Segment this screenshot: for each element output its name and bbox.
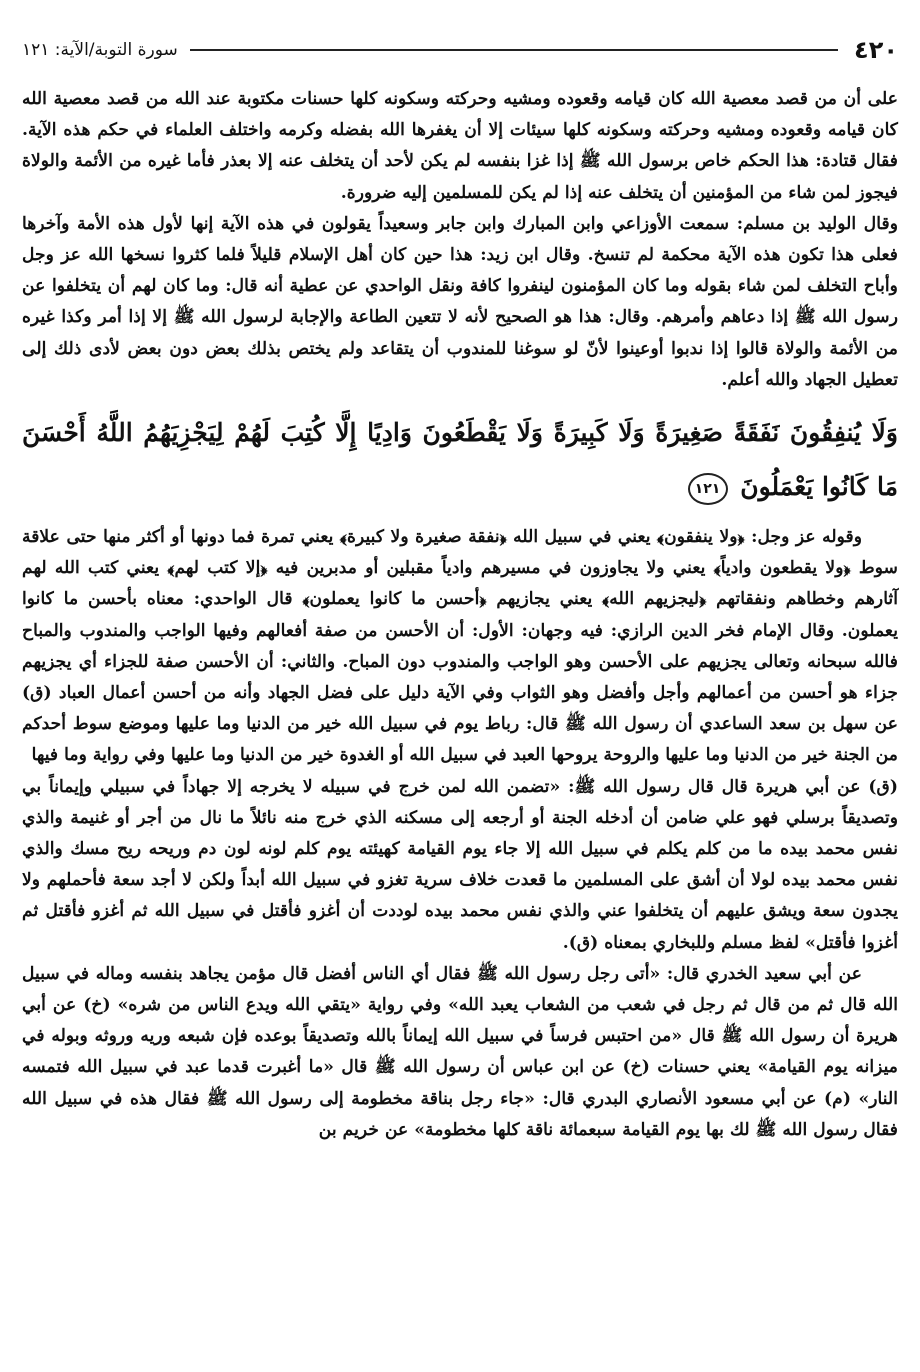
header-rule bbox=[190, 49, 838, 51]
paragraph-2: وقال الوليد بن مسلم: سمعت الأوزاعي وابن المبارك وابن جابر وسعيداً يقولون في هذه الآية إنها لأول هذه الأمة وآخرها فعلى هذا تكون هذه الآية محكمة لم تنسخ. وقال ابن زيد: هذا حين كان أهل الإسلام قليلاً فلما كثروا نسخها الله عز وجل وأباح التخلف لمن شاء بقوله وما كان المؤمنون لينفروا كافة ونقل الواحدي عن عطية أنه قال: وما كان لهم أن يتخلفوا عن رسول الله ﷺ إذا دعاهم وأمرهم. وقال: هذا هو الصحيح لأنه لا تتعين الطاعة والإجابة لرسول الله ﷺ إلا إذا أمر وكذا غيره من الأئمة والولاة قالوا إذا ندبوا أوعينوا لأنّ لو سوغنا للمندوب أن يتقاعد ولم يختص بذلك بعض دون بعض لأدى ذلك إلى تعطيل الجهاد والله أعلم. bbox=[22, 213, 898, 390]
running-title: سورة التوبة/الآية: ١٢١ bbox=[22, 40, 178, 60]
paragraph-5: عن أبي سعيد الخدري قال: «أتى رجل رسول الله ﷺ فقال أي الناس أفضل قال مؤمن يجاهد بنفسه وماله في سبيل الله قال ثم من قال ثم رجل في شعب من الشعاب يعبد الله» وفي رواية «يتقي الله ويدع الناس من شره» (خ) عن أبي هريرة أن رسول الله ﷺ قال «من احتبس فرساً في سبيل الله إيماناً بالله وتصديقاً بوعده فإن شبعه وريه وروثه وبوله في ميزانه يوم القيامة» يعني حسنات (خ) عن ابن عباس أن رسول الله ﷺ قال «ما أغبرت قدما عبد في سبيل الله فتمسه النار» (م) عن أبي مسعود الأنصاري البدري قال: «جاء رجل بناقة مخطومة إلى رسول الله ﷺ فقال هذه في سبيل الله فقال رسول الله ﷺ لك بها يوم القيامة سبعمائة ناقة كلها مخطومة» عن خريم بن bbox=[22, 963, 898, 1140]
paragraph-1: على أن من قصد معصية الله كان قيامه وقعوده ومشيه وحركته وسكونه كلها حسنات مكتوبة عند الله من قصد معصية الله كان قيامه وقعوده ومشيه وحركته وسكونه كلها سيئات إلا أن يغفرها الله بفضله وكرمه واختلف العلماء في حكم هذه الآية. فقال قتادة: هذا الحكم خاص برسول الله ﷺ إذا غزا بنفسه لم يكن لأحد أن يتخلف عنه إلا بعذر فأما غيره من الأئمة والولاة فيجوز لمن شاء من المؤمنين أن يتخلف عنه إذا لم يكن للمسلمين إليه ضرورة. bbox=[22, 89, 898, 203]
quran-verse bbox=[22, 406, 898, 514]
paragraph-3: وقوله عز وجل: ﴿ولا ينفقون﴾ يعني في سبيل الله ﴿نفقة صغيرة ولا كبيرة﴾ يعني تمرة فما دونها أو أكثر منها حتى علاقة سوط ﴿ولا يقطعون وادياً﴾ يعني ولا يجاوزون في مسيرهم وادياً مقبلين أو مدبرين فيه ﴿إلا كتب لهم﴾ يعني كتب الله لهم آثارهم وخطاهم ونفقاتهم ﴿ليجزيهم الله﴾ يعني يجازيهم ﴿أحسن ما كانوا يعملون﴾ قال الواحدي: معناه بأحسن ما كانوا يعملون. وقال الإمام فخر الدين الرازي: فيه وجهان: الأول: أن الأحسن من صفة أفعالهم وفيها الواجب والمندوب والمباح فالله سبحانه وتعالى يجزيهم على الأحسن وهو الواجب والمندوب دون المباح. والثاني: أن الأحسن صفة للجزاء أي يجزيهم جزاء هو أحسن من أعمالهم وأجل وأفضل وهو الثواب وفي الآية دليل على فضل الجهاد وأنه من أحسن أعمال العباد (ق) عن سهل بن سعد الساعدي أن رسول الله ﷺ قال: رباط يوم في سبيل الله خير من الدنيا وما عليها وموضع سوط أحدكم من الجنة خير من الدنيا وما عليها والروحة يروحها العبد في سبيل الله أو الغدوة خير من الدنيا وما عليها وفي رواية وما فيها bbox=[22, 527, 898, 766]
book-page bbox=[22, 30, 898, 1350]
ayah-number-marker: ١٢١ bbox=[688, 473, 728, 505]
paragraph-4: (ق) عن أبي هريرة قال قال رسول الله ﷺ: «تضمن الله لمن خرج في سبيله لا يخرجه إلا جهاداً في سبيلي وإيماناً بي وتصديقاً برسلي فهو علي ضامن أن أدخله الجنة أو أرجعه إلى مسكنه الذي خرج منه نائلاً ما نال من أجر أو غنيمة والذي نفس محمد بيده ما من كلم يكلم في سبيل الله إلا جاء يوم القيامة كهيئته يوم كلم لونه لون دم وريحه ريح مسك والذي نفس محمد بيده لولا أن أشق على المسلمين ما قعدت خلاف سرية تغزو في سبيل الله أبداً ولكن لا أجد سعة فأحملهم ولا يجدون سعة ويشق عليهم أن يتخلفوا عني والذي نفس محمد بيده لوددت أن أغزو فأقتل في سبيل الله ثم أغزو فأقتل ثم أغزوا فأقتل» لفظ مسلم وللبخاري بمعناه (ق). bbox=[22, 776, 898, 953]
page-number: ٤٢٠ bbox=[854, 36, 898, 64]
page-header bbox=[22, 30, 898, 70]
verse-text: وَلَا يُنفِقُونَ نَفَقَةً صَغِيرَةً وَلَا كَبِيرَةً وَلَا يَقْطَعُونَ وَادِيًا إِلَّا كُتِبَ لَهُمْ لِيَجْزِيَهُمُ اللَّهُ أَحْسَنَ مَا كَانُوا يَعْمَلُونَ bbox=[22, 418, 898, 502]
